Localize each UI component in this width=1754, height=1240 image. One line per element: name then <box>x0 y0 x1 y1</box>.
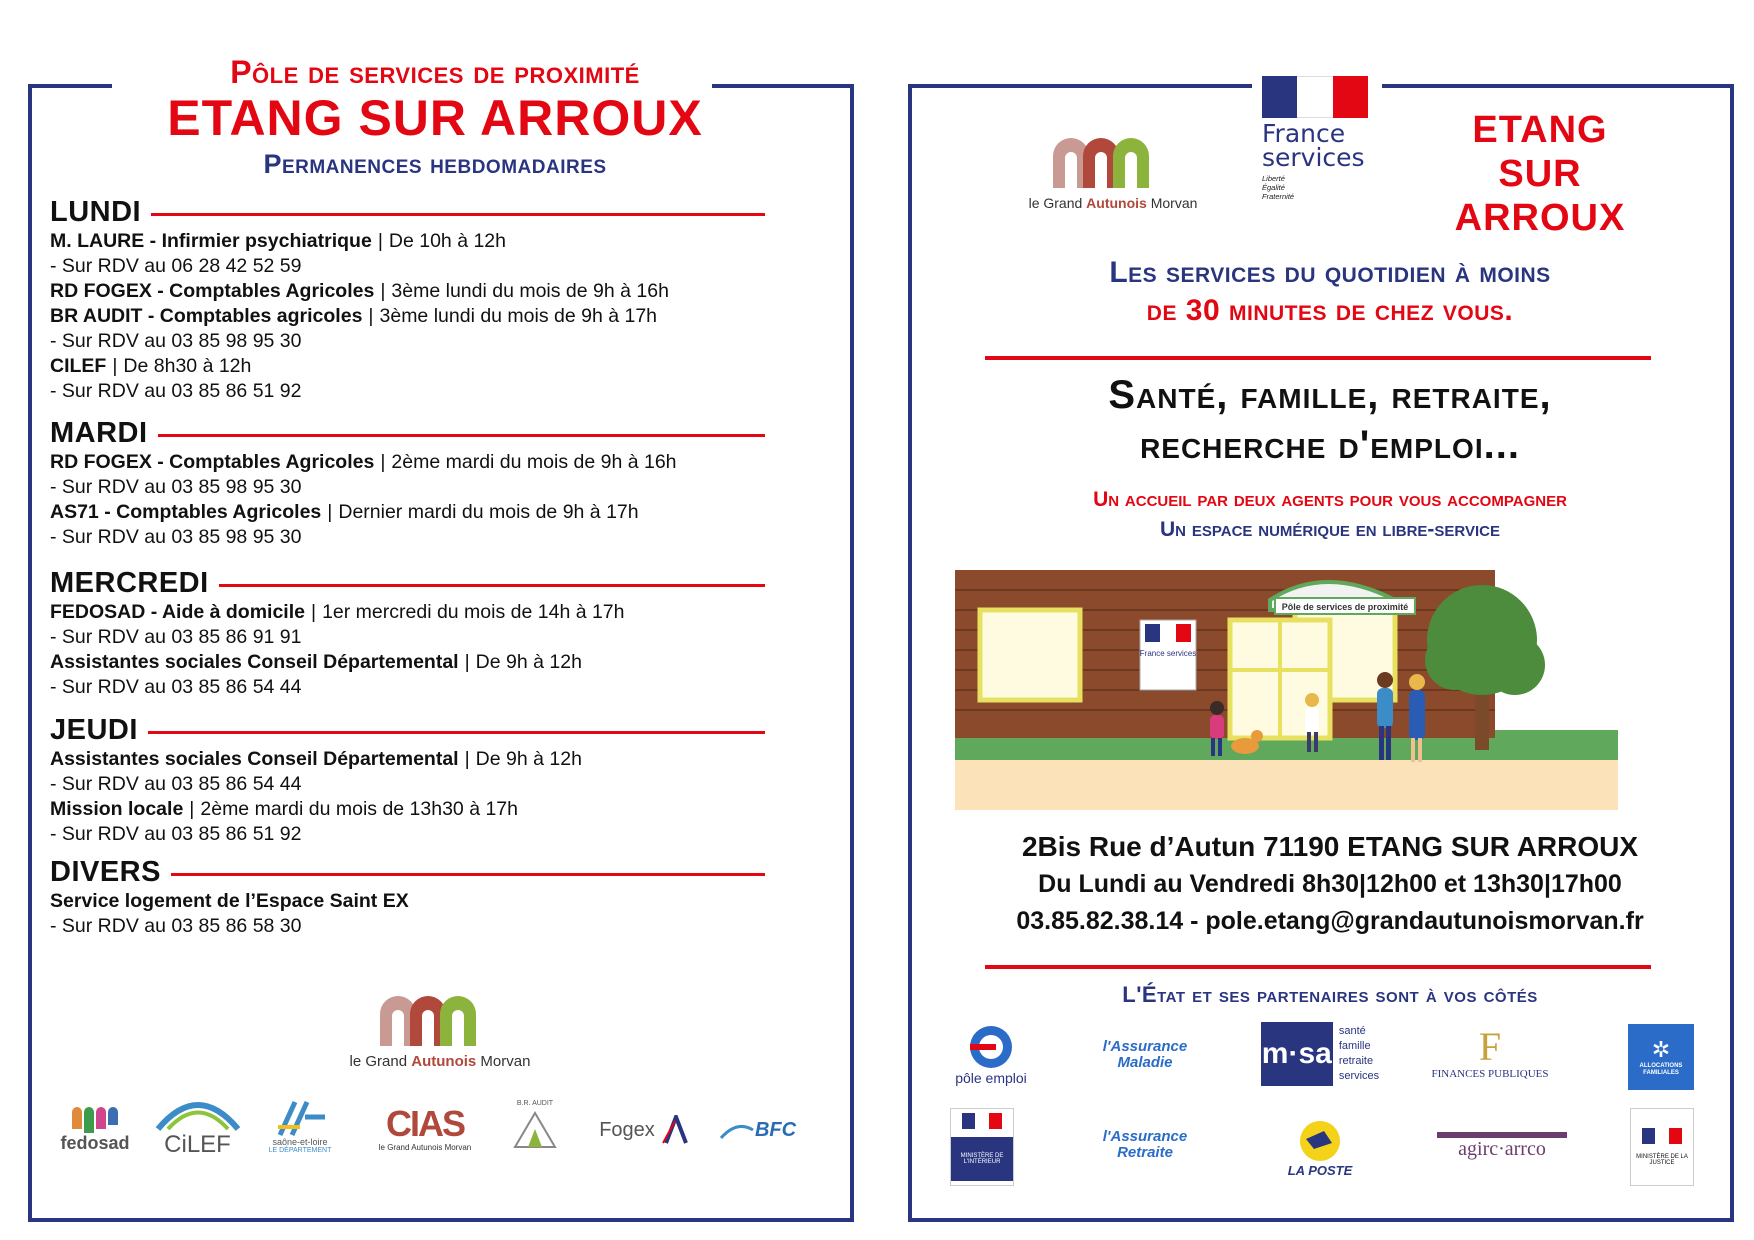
building-illustration <box>955 570 1618 810</box>
br-audit-logo <box>500 1085 570 1165</box>
entry-detail: De 9h à 12h <box>475 748 582 770</box>
day-header <box>50 856 765 889</box>
grand-autunois-logo-mark <box>1013 132 1213 188</box>
permanence-entry <box>50 650 765 675</box>
entry-detail: 2ème mardi du mois de 13h30 à 17h <box>200 798 518 820</box>
entry-detail: Dernier mardi du mois de 9h à 17h <box>338 501 639 523</box>
entry-organization: CILEF <box>50 355 107 377</box>
cilef-label: CiLEF <box>164 1131 231 1158</box>
msa-line1: santé <box>1338 1025 1366 1037</box>
day-rule <box>171 873 765 876</box>
fs-line2: services <box>1262 143 1365 172</box>
day-section-divers <box>50 856 765 939</box>
msa-box-icon: m·sa <box>1261 1022 1333 1086</box>
day-section-mardi <box>50 417 765 550</box>
caf-emblem-icon: ✲ <box>1651 1037 1671 1062</box>
permanence-entry <box>50 229 765 254</box>
entry-detail: 1er mercredi du mois de 14h à 17h <box>322 601 625 623</box>
rdv-line: - Sur RDV au 03 85 86 51 92 <box>50 380 302 402</box>
finances-publiques-f-icon: F <box>1478 1024 1502 1069</box>
entry-detail: 2ème mardi du mois de 9h à 16h <box>391 451 677 473</box>
pole-emploi-icon <box>966 1024 1016 1070</box>
accueil-line2: Un espace numérique en libre-service <box>1160 518 1500 541</box>
fs-line1: France <box>1262 119 1346 148</box>
br-audit-label: B.R. AUDIT <box>516 1099 554 1107</box>
cilef-arc-icon <box>153 1091 243 1131</box>
rdv-line: - Sur RDV au 03 85 86 51 92 <box>50 823 302 845</box>
day-rule <box>158 434 765 437</box>
fogex-logo <box>590 1105 700 1155</box>
rdv-line: - Sur RDV au 06 28 42 52 59 <box>50 255 302 277</box>
fedosad-people-icon <box>72 1107 118 1133</box>
day-name: MERCREDI <box>50 567 209 599</box>
rdv-line: - Sur RDV au 03 85 86 91 91 <box>50 626 302 648</box>
permanence-entry <box>50 797 765 822</box>
shop-sign-text: Pôle de services de proximité <box>1281 602 1409 612</box>
marianne-flag-icon <box>1262 76 1368 118</box>
day-header <box>50 417 765 450</box>
accueil-line1: Un accueil par deux agents pour vous accompagner <box>1093 488 1567 511</box>
france-services-logo <box>1262 76 1372 216</box>
day-rule <box>151 213 765 216</box>
hours-text: Du Lundi au Vendredi 8h30|12h00 et 13h30|17h00 <box>1038 870 1622 898</box>
caf-logo <box>1628 1024 1694 1090</box>
gam-post: Morvan <box>1146 195 1198 211</box>
grand-autunois-logo-mark <box>340 990 540 1046</box>
entry-separator: | <box>327 501 333 523</box>
rdv-line: - Sur RDV au 03 85 98 95 30 <box>50 476 302 498</box>
saone-et-loire-logo <box>260 1085 340 1165</box>
right-services-heading <box>960 370 1700 470</box>
la-poste-logo <box>1270 1112 1370 1184</box>
ministere-interieur-logo <box>950 1108 1014 1186</box>
day-rule <box>148 731 765 734</box>
grand-autunois-label <box>1013 195 1213 211</box>
services-line1: Santé, famille, retraite, <box>1108 373 1552 417</box>
permanence-entry <box>50 889 765 914</box>
entry-separator: | <box>380 451 386 473</box>
entry-organization: FEDOSAD - Aide à domicile <box>50 601 305 623</box>
msa-line2: famille <box>1338 1040 1371 1052</box>
left-subtitle: Pôle de services de proximité <box>230 54 640 90</box>
msa-logo <box>1250 1020 1390 1088</box>
services-line2: recherche d'emploi... <box>1140 423 1520 467</box>
ministere-justice-logo <box>1630 1108 1694 1186</box>
la-poste-label: LA POSTE <box>1287 1162 1353 1178</box>
tagline-line1: Les services du quotidien à moins <box>1109 256 1551 289</box>
bfc-swoosh-icon <box>719 1120 755 1142</box>
permanence-entry <box>50 354 765 379</box>
entry-organization: M. LAURE - Infirmier psychiatrique <box>50 230 372 252</box>
address-text: 2Bis Rue d’Autun 71190 ETANG SUR ARROUX <box>1021 831 1639 862</box>
msa-line3: retraite <box>1338 1055 1374 1067</box>
tricolor-flag-icon <box>962 1113 1002 1129</box>
shop-fs-text: France services <box>1139 649 1197 658</box>
right-accueil-text <box>960 488 1700 542</box>
day-section-jeudi <box>50 714 765 847</box>
entry-organization: AS71 - Comptables Agricoles <box>50 501 322 523</box>
day-name: LUNDI <box>50 196 142 228</box>
caf-label: ALLOCATIONS FAMILIALES <box>1639 1063 1683 1076</box>
br-audit-icon <box>510 1107 560 1151</box>
entry-detail: De 9h à 12h <box>475 651 582 673</box>
grand-autunois-logo <box>1013 132 1213 212</box>
entry-separator: | <box>368 305 374 327</box>
left-header <box>120 54 750 180</box>
gam-pre: le Grand <box>349 1053 412 1070</box>
entry-detail: De 10h à 12h <box>388 230 506 252</box>
assurance-retraite-label: l'Assurance Retraite <box>1102 1128 1188 1161</box>
rdv-line: - Sur RDV au 03 85 86 54 44 <box>50 676 302 698</box>
entry-organization: Assistantes sociales Conseil Départemental <box>50 748 459 770</box>
finances-publiques-label: FINANCES PUBLIQUES <box>1431 1068 1549 1080</box>
entry-organization: Assistantes sociales Conseil Départemental <box>50 651 459 673</box>
right-address-block <box>960 828 1700 940</box>
right-tagline <box>960 256 1700 328</box>
entry-separator: | <box>464 748 470 770</box>
la-poste-bird-icon <box>1292 1119 1348 1163</box>
day-header <box>50 196 765 229</box>
entry-organization: RD FOGEX - Comptables Agricoles <box>50 451 375 473</box>
fogex-label: Fogex <box>599 1118 655 1141</box>
fs-motto <box>1262 174 1372 201</box>
permanences-heading: Permanences hebdomadaires <box>263 149 607 179</box>
finances-publiques-logo <box>1420 1018 1560 1088</box>
entry-organization: Mission locale <box>50 798 184 820</box>
red-divider <box>985 965 1651 969</box>
right-etang-title <box>1440 108 1640 240</box>
entry-separator: | <box>464 651 470 673</box>
bfc-row <box>719 1119 796 1142</box>
fogex-mark-icon <box>661 1115 691 1145</box>
gam-bold: Autunois <box>1086 195 1147 211</box>
left-partner-logos <box>50 1085 830 1165</box>
day-rule <box>219 584 765 587</box>
bfc-label: BFC <box>754 1119 797 1141</box>
permanence-entry <box>50 500 765 525</box>
etang-line1: ETANG <box>1472 109 1608 151</box>
entry-detail: De 8h30 à 12h <box>123 355 252 377</box>
entry-detail: 3ème lundi du mois de 9h à 16h <box>391 280 669 302</box>
pole-emploi-logo <box>936 1020 1046 1090</box>
entry-separator: | <box>112 355 118 377</box>
saone-sub-label: LE DÉPARTEMENT <box>268 1146 332 1154</box>
permanence-entry <box>50 450 765 475</box>
permanence-entry <box>50 279 765 304</box>
permanence-entry <box>50 304 765 329</box>
day-section-lundi <box>50 196 765 404</box>
saone-label: saône-et-loire <box>272 1136 328 1147</box>
agirc-arrco-logo <box>1432 1126 1572 1166</box>
rdv-line: - Sur RDV au 03 85 86 58 30 <box>50 915 302 937</box>
rdv-line: - Sur RDV au 03 85 86 54 44 <box>50 773 302 795</box>
day-name: DIVERS <box>50 856 161 888</box>
grand-autunois-label <box>340 1053 540 1070</box>
fs-motto3: Fraternité <box>1262 192 1295 201</box>
day-name: JEUDI <box>50 714 138 746</box>
ministere-justice-label: MINISTÈRE DE LA JUSTICE <box>1636 1154 1688 1166</box>
day-header <box>50 714 765 747</box>
entry-detail: 3ème lundi du mois de 9h à 17h <box>379 305 658 327</box>
entry-organization: RD FOGEX - Comptables Agricoles <box>50 280 375 302</box>
fs-motto1: Liberté <box>1262 174 1285 183</box>
entry-separator: | <box>377 230 383 252</box>
france-services-building-image <box>955 570 1618 810</box>
day-header <box>50 567 765 600</box>
entry-separator: | <box>189 798 195 820</box>
tagline-line2: de 30 minutes de chez vous. <box>1146 294 1514 327</box>
entry-separator: | <box>380 280 386 302</box>
rdv-line: - Sur RDV au 03 85 98 95 30 <box>50 526 302 548</box>
partners-heading: L'État et ses partenaires sont à vos côtés <box>1122 982 1538 1007</box>
gam-pre: le Grand <box>1028 195 1087 211</box>
contact-text: 03.85.82.38.14 - pole.etang@grandautunoismorvan.fr <box>1016 907 1644 935</box>
tricolor-flag-icon <box>1642 1128 1682 1144</box>
bfc-logo <box>710 1103 805 1158</box>
red-divider <box>985 356 1651 360</box>
msa-text <box>1339 1024 1379 1084</box>
cilef-logo <box>150 1085 245 1165</box>
entry-organization: Service logement de l’Espace Saint EX <box>50 890 409 912</box>
permanence-entry <box>50 747 765 772</box>
day-name: MARDI <box>50 417 148 449</box>
gam-post: Morvan <box>476 1053 531 1070</box>
saone-et-loire-icon <box>270 1097 330 1137</box>
cias-sub-label: le Grand Autunois Morvan <box>378 1142 472 1152</box>
cias-label: CIAS <box>385 1102 464 1144</box>
assurance-retraite-logo <box>1075 1112 1215 1178</box>
ministere-interieur-label: MINISTÈRE DE L'INTÉRIEUR <box>951 1137 1013 1181</box>
rdv-line: - Sur RDV au 03 85 98 95 30 <box>50 330 302 352</box>
grand-autunois-logo <box>340 990 540 1070</box>
etang-line3: ARROUX <box>1454 197 1626 239</box>
gam-bold: Autunois <box>411 1053 477 1070</box>
etang-line2: SUR <box>1498 153 1582 195</box>
msa-line4: services <box>1338 1070 1380 1082</box>
fs-motto2: Égalité <box>1262 183 1285 192</box>
left-title: ETANG SUR ARROUX <box>167 90 703 146</box>
assurance-maladie-logo <box>1080 1025 1210 1085</box>
assurance-maladie-label: l'Assurance Maladie <box>1102 1038 1188 1071</box>
permanence-entry <box>50 600 765 625</box>
agirc-label: agirc·arrco <box>1458 1137 1546 1160</box>
day-section-mercredi <box>50 567 765 700</box>
fedosad-label: fedosad <box>60 1132 130 1153</box>
fedosad-logo <box>50 1095 140 1165</box>
pole-emploi-label: pôle emploi <box>955 1070 1027 1086</box>
entry-organization: BR AUDIT - Comptables agricoles <box>50 305 363 327</box>
cias-logo <box>370 1093 480 1163</box>
entry-separator: | <box>311 601 317 623</box>
